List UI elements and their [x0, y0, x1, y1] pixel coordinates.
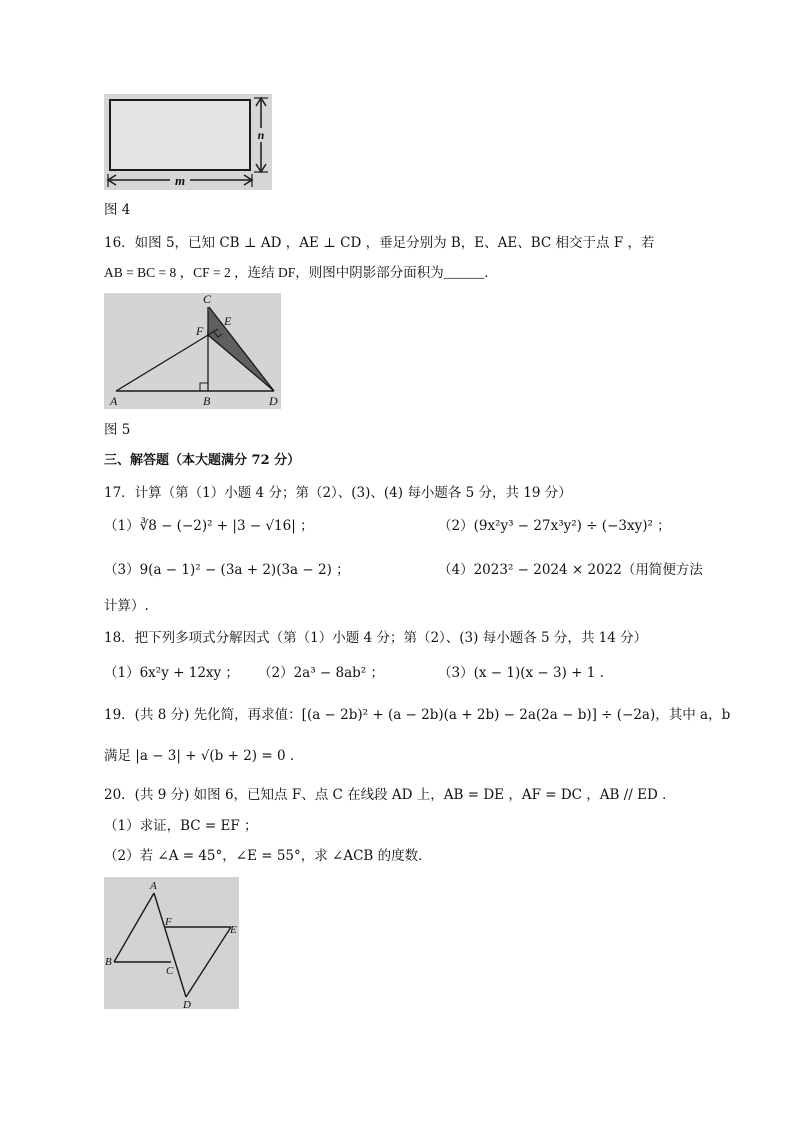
- q20-line2: （1）求证，BC = EF ；: [104, 818, 258, 834]
- q17-stem: 17．计算（第（1）小题 4 分；第（2）、(3)、(4) 每小题各 5 分，共 19 分）: [104, 485, 572, 501]
- label-E: E: [224, 314, 232, 328]
- q18-part1: （1）6x²y + 12xy ；: [104, 665, 239, 681]
- label-m: m: [174, 173, 186, 188]
- q20-line3: （2）若 ∠A = 45°，∠E = 55°，求 ∠ACB 的度数．: [104, 848, 432, 864]
- section-3-title: 三、解答题（本大题满分 72 分）: [104, 453, 301, 468]
- q18-stem: 18．把下列多项式分解因式（第（1）小题 4 分；第（2）、(3) 每小题各 5 分，共 14 分）: [104, 630, 648, 646]
- q16-line1: 16．如图 5，已知 CB ⊥ AD ，AE ⊥ CD ，垂足分别为 B，E、AE、BC 相交于点 F ，若: [104, 235, 655, 251]
- q16-line2: AB = BC = 8 ，CF = 2 ，连结 DF，则图中阴影部分面积为______．: [104, 265, 498, 280]
- label-C: C: [166, 965, 174, 977]
- q17-part3: （3）9(a − 1)² − (3a + 2)(3a − 2) ；: [104, 562, 350, 578]
- q17-part4: （4）2023² − 2024 × 2022（用简便方法: [438, 562, 703, 578]
- label-B: B: [105, 956, 112, 968]
- q19-line2: 满足 |a − 3| + √(b + 2) = 0 .: [104, 748, 295, 764]
- rectangle-shape: [110, 100, 250, 170]
- label-E: E: [230, 924, 237, 936]
- label-F: F: [165, 916, 172, 928]
- q18-part2: （2）2a³ − 8ab² ；: [258, 665, 385, 681]
- figure-4-caption: 图 4: [104, 202, 131, 218]
- label-D: D: [269, 394, 278, 408]
- q18-part3: （3）(x − 1)(x − 3) + 1 .: [438, 665, 604, 681]
- figure-6: [104, 877, 239, 1009]
- figure-4: [104, 94, 272, 190]
- label-A: A: [110, 394, 118, 408]
- q17-part1: （1）∛8 − (−2)² + |3 − √16| ；: [104, 518, 314, 534]
- label-F: F: [196, 324, 204, 338]
- q17-part4-continued: 计算）.: [104, 598, 149, 614]
- figure-5: [104, 293, 281, 409]
- label-B: B: [203, 394, 211, 408]
- q20-line1: 20．(共 9 分) 如图 6，已知点 F、点 C 在线段 AD 上，AB = DE ，AF = DC ，AB // ED ．: [104, 787, 676, 803]
- figure-5-caption: 图 5: [104, 422, 131, 438]
- label-C: C: [203, 293, 212, 306]
- q19-line1: 19．(共 8 分) 先化简，再求值：[(a − 2b)² + (a − 2b)(a + 2b) − 2a(2a − b)] ÷ (−2a)，其中 a，b: [104, 707, 731, 723]
- q17-part2: （2）(9x²y³ − 27x³y²) ÷ (−3xy)² ；: [438, 518, 671, 534]
- label-D: D: [183, 999, 191, 1009]
- label-A: A: [150, 880, 157, 892]
- label-n: n: [257, 128, 265, 142]
